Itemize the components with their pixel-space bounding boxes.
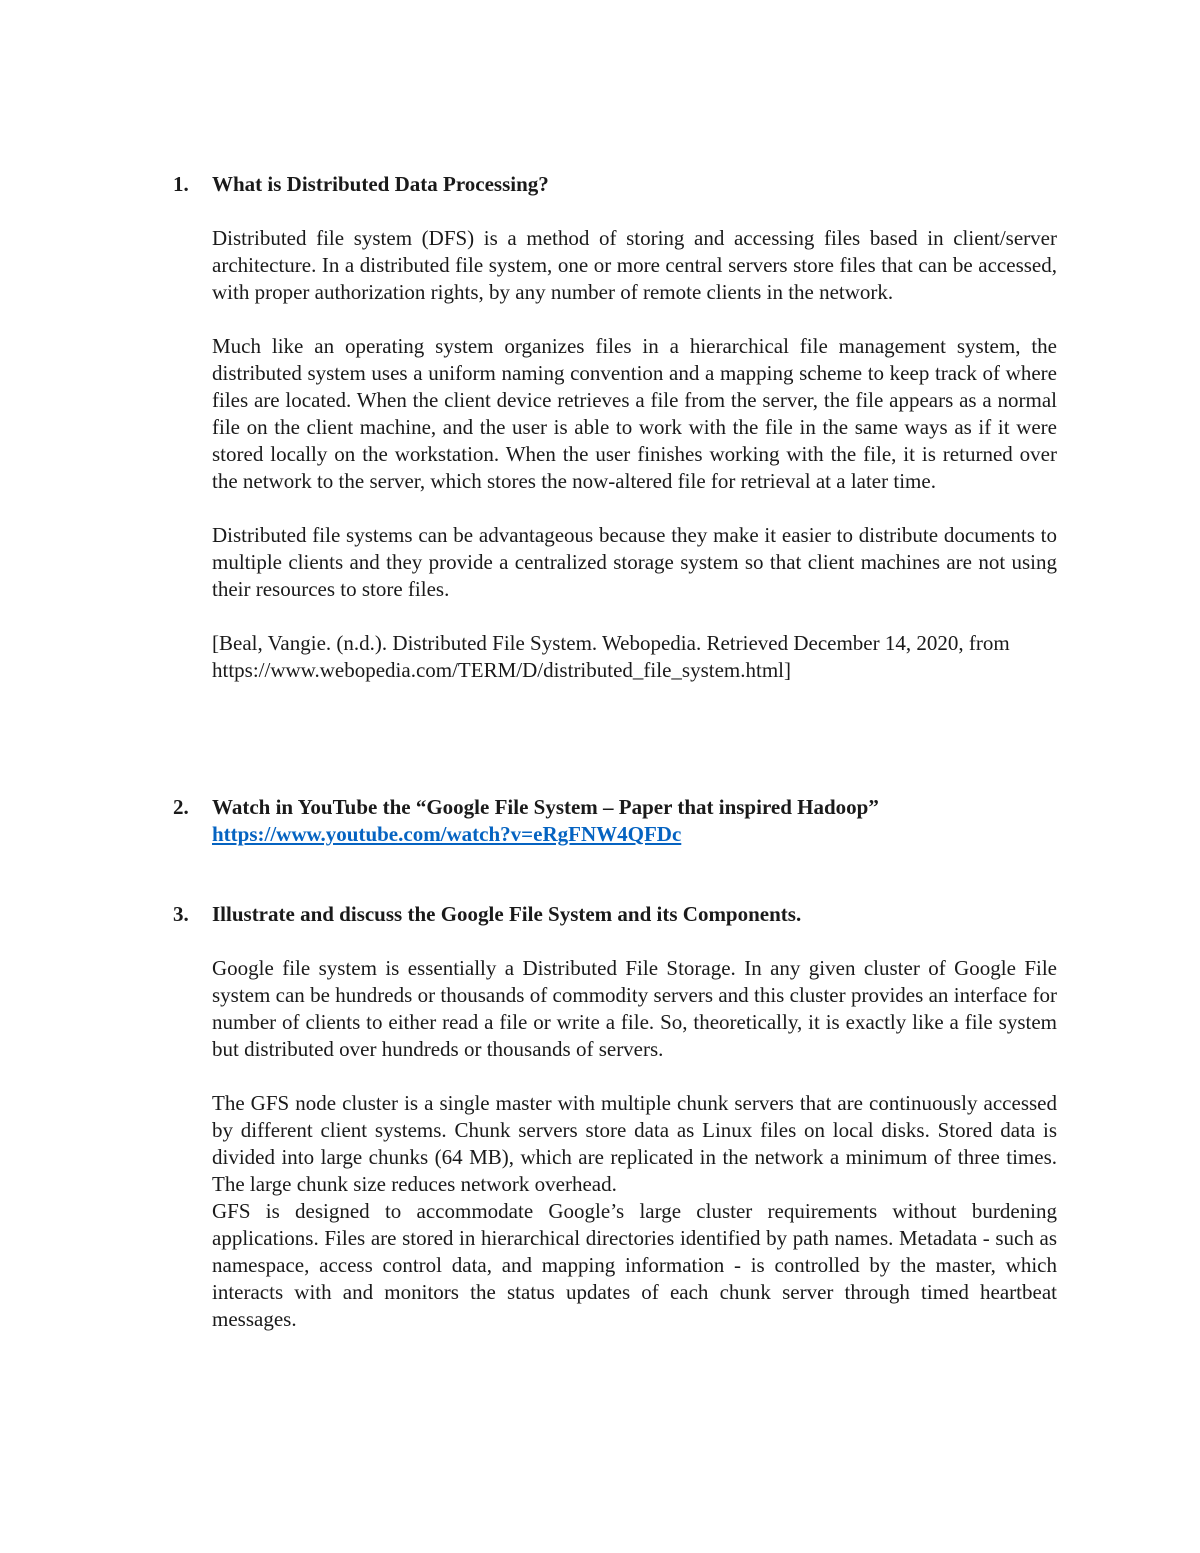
question-heading: What is Distributed Data Processing? <box>212 172 549 196</box>
question-number: 3. <box>173 902 189 926</box>
reference-citation: [Beal, Vangie. (n.d.). Distributed File System. Webopedia. Retrieved December 14, 2020, from https://www.webopedia.com/TERM/D/distributed_file_system.html] <box>212 631 1010 682</box>
paragraph: GFS is designed to accommodate Google’s large cluster requirements without burdening applications. Files are stored in hierarchical directories identified by path names. Metadata - such as namespace, access control data, and mapping information - is controlled by the master, which interacts with and monitors the status updates of each chunk server through timed heartbeat messages. <box>212 1199 1057 1331</box>
question-number: 1. <box>173 172 189 196</box>
question-content <box>212 794 1057 848</box>
question-number: 2. <box>173 795 189 819</box>
question-content <box>212 901 1057 1333</box>
paragraph: The GFS node cluster is a single master with multiple chunk servers that are continuously accessed by different client systems. Chunk servers store data as Linux files on local disks. Stored data is divided into large chunks (64 MB), which are replicated in the network a minimum of three times. The large chunk size reduces network overhead. <box>212 1091 1057 1196</box>
paragraph: Much like an operating system organizes files in a hierarchical file management system, the distributed system uses a uniform naming convention and a mapping scheme to keep track of where files are located. When the client device retrieves a file from the server, the file appears as a normal file on the client machine, and the user is able to work with the file in the same ways as if it were stored locally on the workstation. When the user finishes working with the file, it is returned over the network to the server, which stores the now-altered file for retrieval at a later time. <box>212 334 1057 493</box>
question-content <box>212 171 1057 684</box>
paragraph: Google file system is essentially a Distributed File Storage. In any given cluster of Google File system can be hundreds or thousands of commodity servers and this cluster provides an interface for number of clients to either read a file or write a file. So, theoretically, it is exactly like a file system but distributed over hundreds or thousands of servers. <box>212 956 1057 1061</box>
paragraph: Distributed file system (DFS) is a method of storing and accessing files based in client/server architecture. In a distributed file system, one or more central servers store files that can be accessed, with proper authorization rights, by any number of remote clients in the network. <box>212 226 1057 304</box>
question-heading: Illustrate and discuss the Google File System and its Components. <box>212 902 802 926</box>
question-heading: Watch in YouTube the “Google File System – Paper that inspired Hadoop” <box>212 795 879 819</box>
youtube-link[interactable]: https://www.youtube.com/watch?v=eRgFNW4QFDc <box>212 822 682 846</box>
paragraph: Distributed file systems can be advantageous because they make it easier to distribute documents to multiple clients and they provide a centralized storage system so that client machines are not using their resources to store files. <box>212 523 1057 601</box>
